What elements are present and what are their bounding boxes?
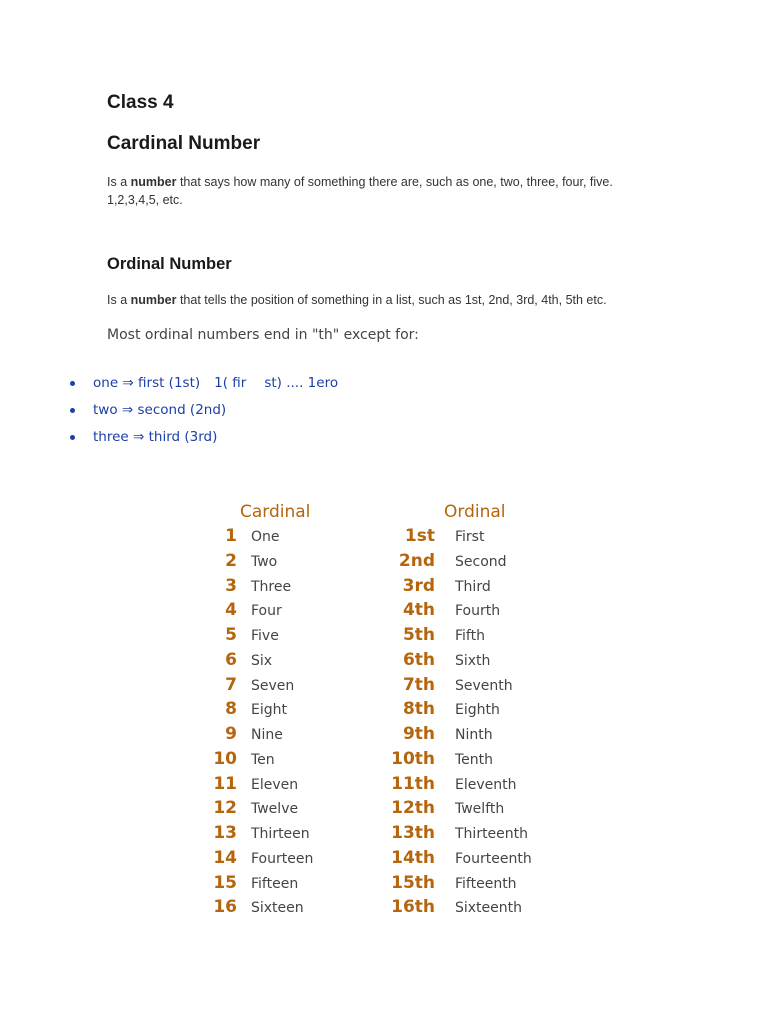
cardinal-number: 1 bbox=[225, 526, 237, 546]
exception-text: one ⇒ first (1st) bbox=[93, 375, 201, 391]
cardinal-number: 4 bbox=[225, 600, 237, 621]
ordinal-word: Ninth bbox=[455, 727, 493, 743]
cardinal-number: 11 bbox=[213, 773, 237, 794]
ordinal-number: 8th bbox=[402, 699, 435, 720]
ordinal-number: 14th bbox=[391, 847, 435, 868]
table-row bbox=[205, 625, 565, 650]
cardinal-word: Nine bbox=[251, 727, 283, 743]
cardinal-word: Eleven bbox=[251, 776, 299, 793]
table-row bbox=[205, 576, 565, 601]
ordinal-def-rest: that tells the position of something in a list, such as 1st, 2nd, 3rd, 4th, 5th etc. bbox=[176, 293, 607, 307]
cardinal-number: 8 bbox=[225, 699, 237, 720]
table-row bbox=[205, 798, 565, 823]
cardinal-number: 9 bbox=[225, 724, 237, 744]
cardinal-number: 13 bbox=[213, 823, 237, 843]
ordinal-word: Sixteenth bbox=[455, 900, 523, 917]
cardinal-word: Seven bbox=[251, 677, 295, 694]
ordinal-number: 2nd bbox=[398, 550, 435, 571]
exception-text: two ⇒ second (2nd) bbox=[93, 402, 227, 418]
ordinal-word: Tenth bbox=[455, 751, 494, 768]
ordinal-word: Eleventh bbox=[455, 776, 517, 793]
cardinal-word: Thirteen bbox=[251, 826, 310, 842]
cardinal-word: Twelve bbox=[251, 801, 299, 818]
cardinal-number: 7 bbox=[225, 674, 237, 695]
ordinal-word: Eighth bbox=[455, 702, 500, 719]
ordinal-number: 1st bbox=[404, 526, 435, 546]
ordinal-number: 5th bbox=[402, 625, 435, 645]
cardinal-word: Two bbox=[251, 553, 278, 570]
cardinal-number: 10 bbox=[213, 748, 237, 769]
ordinal-number: 15th bbox=[391, 872, 435, 893]
ordinal-heading: Ordinal Number bbox=[107, 255, 232, 273]
exception-text: three ⇒ third (3rd) bbox=[93, 429, 218, 445]
cardinal-column-header: Cardinal bbox=[240, 502, 311, 522]
ordinal-word: Fourth bbox=[455, 603, 501, 620]
table-row bbox=[205, 848, 565, 873]
ordinal-number: 16th bbox=[391, 897, 435, 918]
cardinal-def-prefix: Is a bbox=[107, 175, 131, 189]
ordinal-column-header: Ordinal bbox=[444, 502, 506, 522]
list-item bbox=[70, 426, 338, 453]
ordinal-intro: Most ordinal numbers end in "th" except for: bbox=[107, 327, 419, 343]
cardinal-def-bold: number bbox=[130, 175, 177, 189]
cardinal-definition bbox=[107, 173, 667, 209]
ordinal-number: 3rd bbox=[402, 575, 435, 596]
table-row bbox=[205, 724, 565, 749]
ordinal-word: Sixth bbox=[455, 652, 491, 669]
cardinal-number: 2 bbox=[225, 550, 237, 571]
table-row bbox=[205, 873, 565, 898]
ordinal-number: 11th bbox=[391, 773, 435, 794]
exception-note-b: st) .... 1ero bbox=[264, 375, 339, 391]
ordinal-word: Twelfth bbox=[455, 801, 505, 818]
table-row bbox=[205, 774, 565, 799]
table-row bbox=[205, 551, 565, 576]
ordinal-word: Fourteenth bbox=[455, 850, 532, 867]
cardinal-word: Eight bbox=[251, 702, 287, 719]
ordinal-word: Second bbox=[455, 553, 507, 570]
cardinal-number: 16 bbox=[213, 897, 237, 918]
ordinal-def-bold: number bbox=[130, 293, 177, 307]
cardinal-number: 15 bbox=[213, 872, 237, 893]
page-title: Class 4 bbox=[107, 92, 174, 113]
cardinal-word: Three bbox=[251, 578, 292, 595]
cardinal-word: Four bbox=[251, 603, 282, 620]
bullet-icon bbox=[70, 408, 75, 413]
table-row bbox=[205, 699, 565, 724]
table-row bbox=[205, 526, 565, 551]
cardinal-number: 12 bbox=[213, 798, 237, 819]
cardinal-number: 3 bbox=[225, 575, 237, 596]
ordinal-number: 4th bbox=[402, 600, 435, 621]
bullet-icon bbox=[70, 435, 75, 440]
ordinal-number: 12th bbox=[391, 798, 435, 819]
ordinal-def-prefix: Is a bbox=[107, 293, 131, 307]
list-item bbox=[70, 399, 338, 426]
cardinal-number: 6 bbox=[225, 649, 237, 670]
cardinal-word: One bbox=[251, 529, 280, 545]
ordinal-word: Fifth bbox=[455, 628, 485, 644]
table-row bbox=[205, 675, 565, 700]
ordinal-number: 10th bbox=[391, 748, 435, 769]
cardinal-word: Fifteen bbox=[251, 875, 299, 892]
cardinal-word: Six bbox=[251, 652, 273, 669]
ordinal-word: Third bbox=[455, 578, 491, 595]
cardinal-word: Fourteen bbox=[251, 850, 314, 867]
ordinal-word: First bbox=[455, 529, 485, 545]
cardinal-number: 5 bbox=[225, 625, 237, 645]
ordinal-number: 13th bbox=[391, 823, 435, 843]
ordinal-definition bbox=[107, 291, 707, 309]
ordinal-number: 7th bbox=[402, 674, 435, 695]
cardinal-heading: Cardinal Number bbox=[107, 133, 261, 154]
ordinal-word: Seventh bbox=[455, 677, 513, 694]
cardinal-word: Ten bbox=[251, 751, 275, 768]
ordinal-word: Fifteenth bbox=[455, 875, 517, 892]
cardinal-word: Five bbox=[251, 628, 279, 644]
table-row bbox=[205, 823, 565, 848]
ordinal-number: 9th bbox=[402, 724, 435, 744]
table-row bbox=[205, 600, 565, 625]
cardinal-def-rest: that says how many of something there are, such as one, two, three, four, five. 1,2,3,4,5, etc. bbox=[107, 175, 613, 207]
cardinal-word: Sixteen bbox=[251, 900, 304, 917]
table-row bbox=[205, 897, 565, 922]
exception-note-a: 1( fir bbox=[214, 375, 247, 391]
cardinal-number: 14 bbox=[213, 847, 237, 868]
bullet-icon bbox=[70, 381, 75, 386]
table-row bbox=[205, 650, 565, 675]
list-item bbox=[70, 372, 338, 399]
ordinal-word: Thirteenth bbox=[455, 826, 529, 842]
ordinal-number: 6th bbox=[402, 649, 435, 670]
table-row bbox=[205, 749, 565, 774]
exceptions-list bbox=[70, 372, 338, 453]
